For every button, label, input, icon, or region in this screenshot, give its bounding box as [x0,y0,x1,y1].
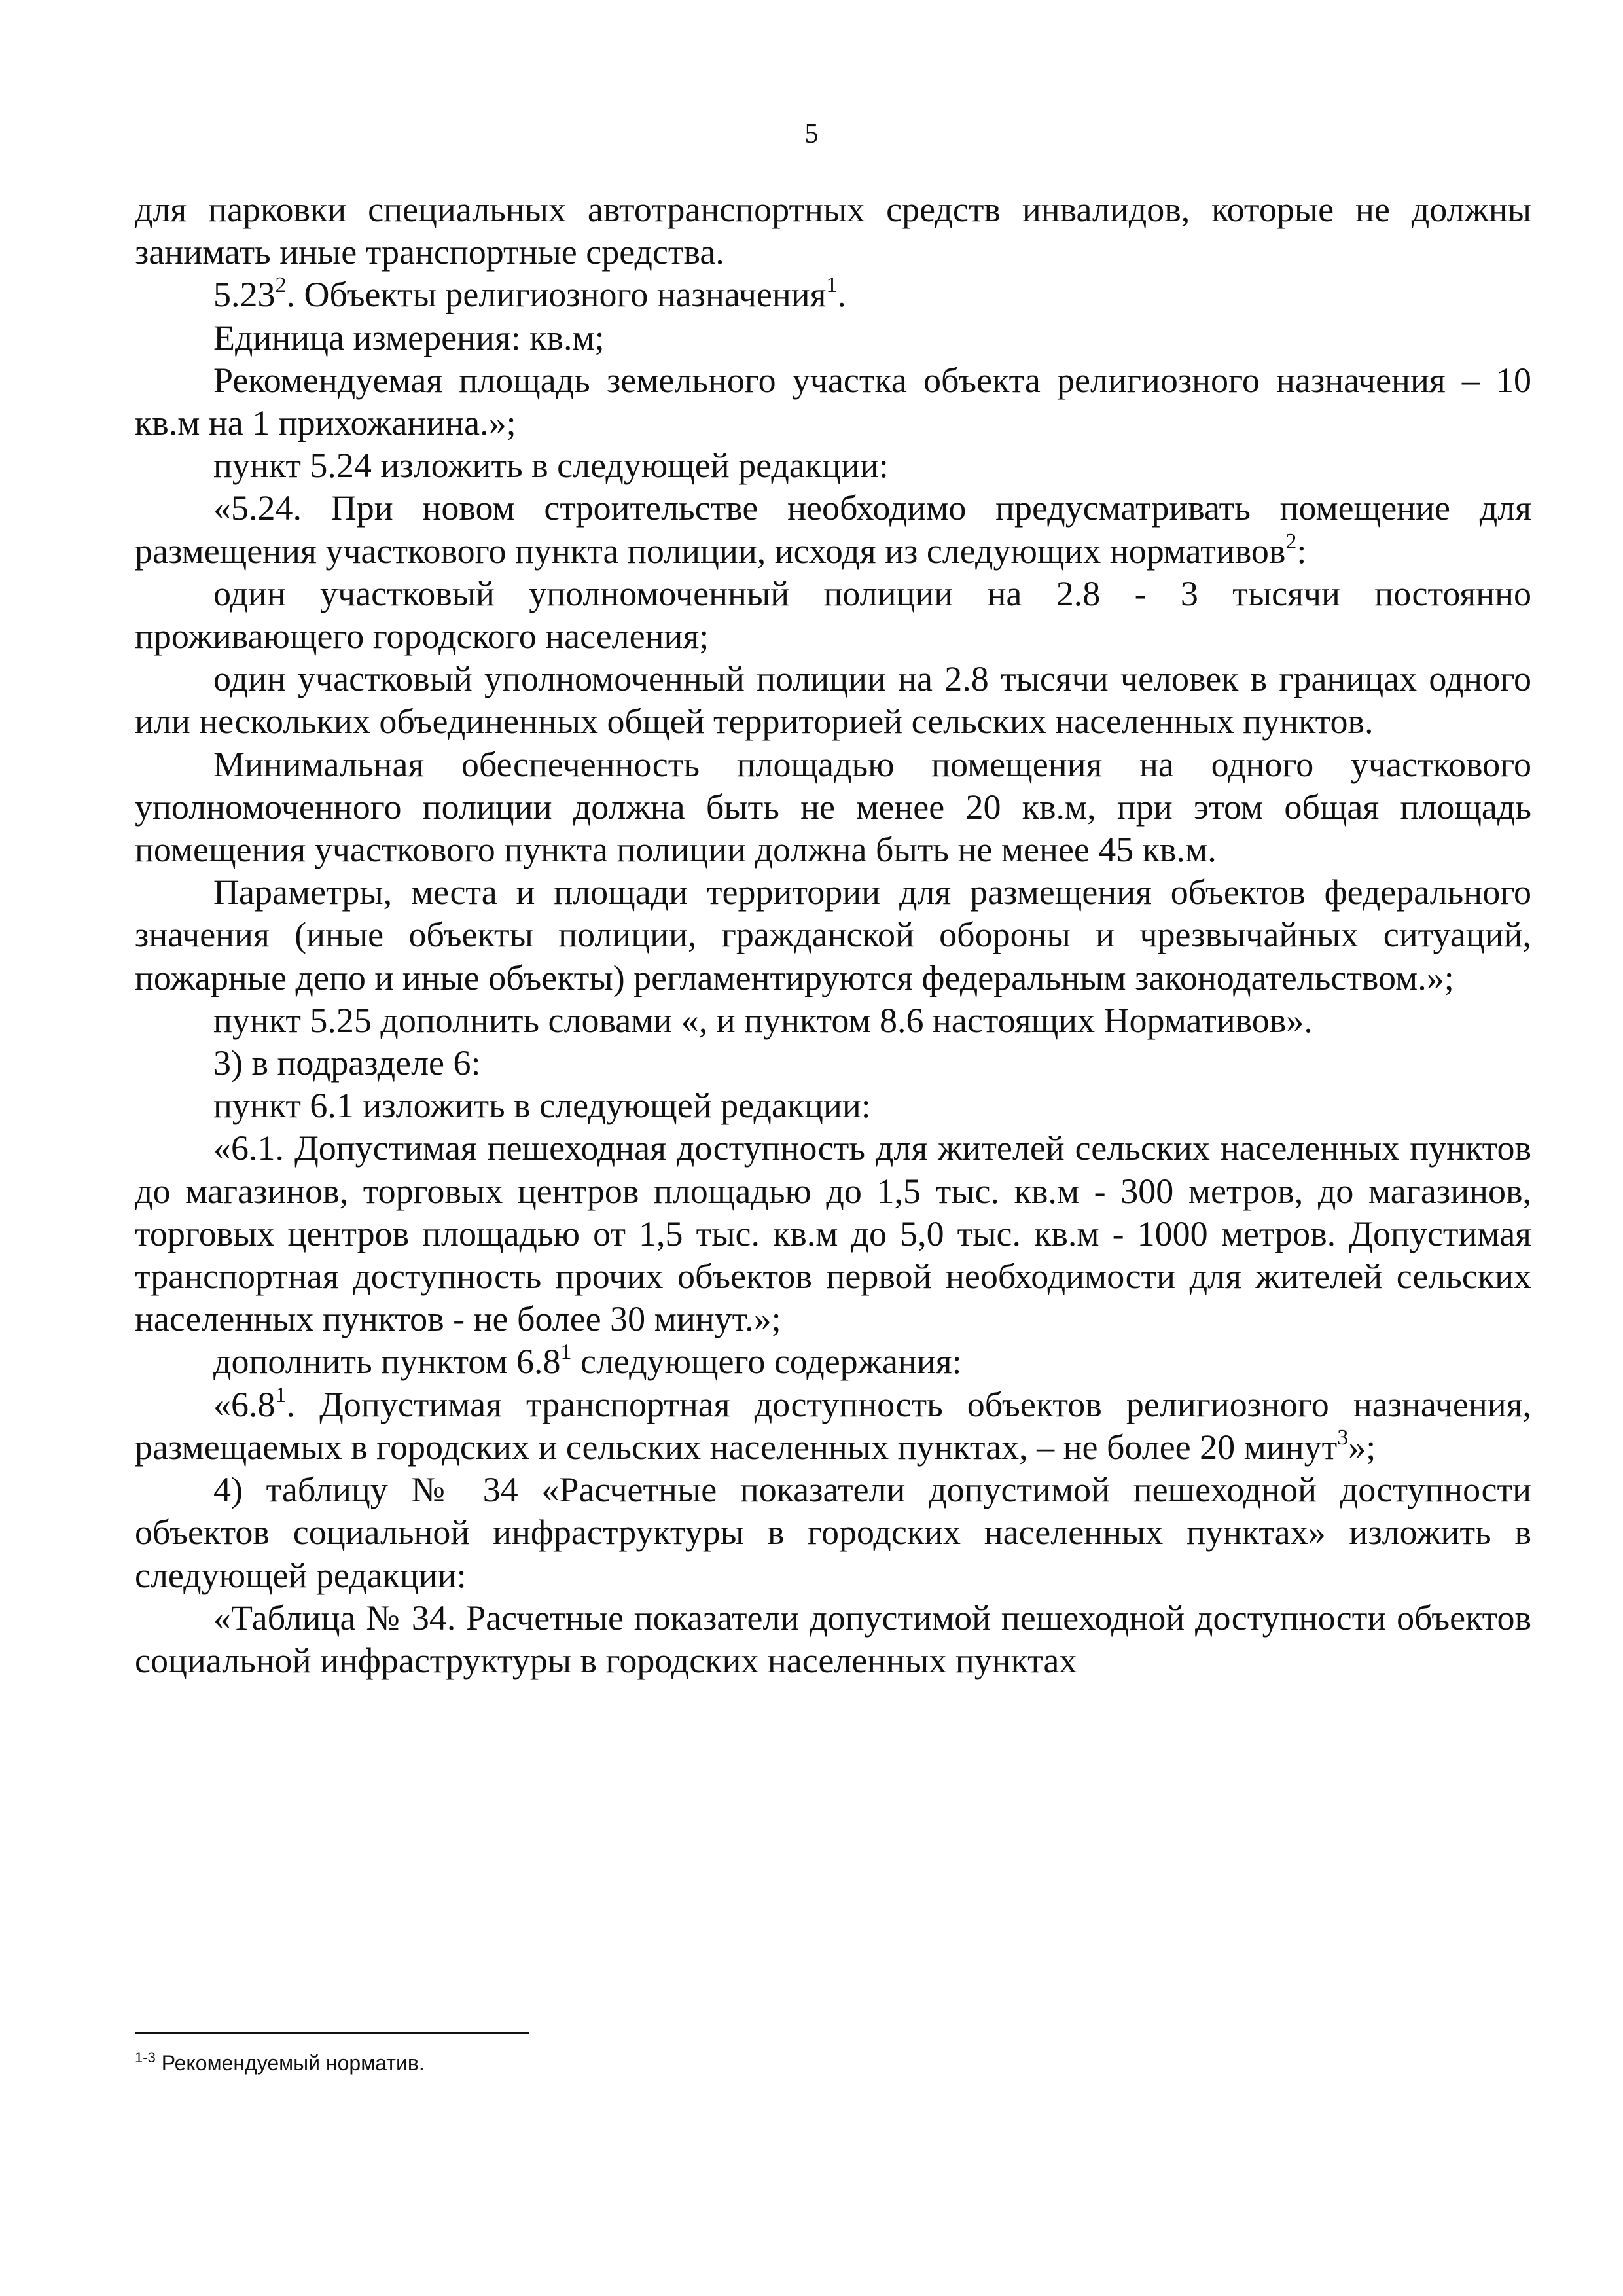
footnote-marker: 1-3 [135,2049,156,2066]
superscript: 1 [560,1340,572,1365]
paragraph: пункт 6.1 изложить в следующей редакции: [213,1086,871,1126]
paragraph: «Таблица № 34. Расчетные показатели допустимой пешеходной доступности объектов социальной инфраструктуры в городских населенных пунктах [135,1598,1531,1680]
paragraph: «$6.8^1$. Допустимая транспортная доступность объектов религиозного назначения, размещаемых в городских и сельских населенных пунктах, – не более 20 минут$^3$»; [135,1382,1531,1467]
paragraph: один участковый уполномоченный полиции на 2.8 тысячи человек в границах одного или нескольких объединенных общей территорией сельских населенных пунктов. [135,659,1531,742]
paragraph: для парковки специальных автотранспортных средств инвалидов, которые не должны занимать иные транспортные средства. [135,190,1531,272]
paragraph: пункт 5.25 дополнить словами «, и пунктом 8.6 настоящих Нормативов». [213,1000,1313,1040]
paragraph: Минимальная обеспеченность площадью помещения на одного участкового уполномоченного полиции должна быть не менее 20 кв.м, при этом общая площадь помещения участкового пункта полиции должна быть не менее 45 кв.м. [135,744,1531,870]
paragraph: «6.1. Допустимая пешеходная доступность для жителей сельских населенных пунктов до магазинов, торговых центров площадью до 1,5 тыс. кв.м - 300 метров, до магазинов, торговых центров площадью от 1,5 тыс. кв.м до 5,0 тыс. кв.м - 1000 метров. Допустимая транспортная доступность прочих объектов первой необходимости для жителей сельских населенных пунктов - не более 30 минут.»; [135,1128,1531,1339]
paragraph: 4) таблицу № 34 «Расчетные показатели допустимой пешеходной доступности объектов социальной инфраструктуры в городских населенных пунктах» изложить в следующей редакции: [135,1470,1531,1595]
footnote-text: Рекомендуемый норматив. [155,2051,425,2075]
paragraph: один участковый уполномоченный полиции на 2.8 - 3 тысячи постоянно проживающего городского населения; [135,573,1531,656]
paragraph: Единица измерения: кв.м; [213,317,605,357]
footnote [135,2050,425,2076]
superscript: 2 [275,273,287,298]
paragraph: 5.23$^2$. Объекты религиозного назначения$^1$. [213,273,846,315]
paragraph: Рекомендуемая площадь земельного участка объекта религиозного назначения – 10 кв.м на 1 прихожанина.»; [135,360,1531,443]
paragraph: 3) в подразделе 6: [213,1043,481,1083]
paragraph: «5.24. При новом строительстве необходимо предусматривать помещение для размещения участкового пункта полиции, исходя из следующих нормативов$^2$: [135,488,1531,571]
page-number: 5 [804,119,819,149]
paragraph: Параметры, места и площади территории для размещения объектов федерального значения (иные объекты полиции, гражданской обороны и чрезвычайных ситуаций, пожарные депо и иные объекты) регламентируются федеральным законодательством.»; [135,872,1531,997]
paragraph: пункт 5.24 изложить в следующей редакции: [213,446,889,486]
superscript: 1 [275,1382,287,1407]
footnote-ref: 3 [1337,1425,1349,1450]
footnote-ref: 2 [1285,529,1297,554]
document-body [135,188,1531,1682]
paragraph: дополнить пунктом $6.8^1$ следующего содержания: [213,1340,962,1382]
footnote-ref: 1 [826,273,838,298]
footnote-separator [135,2032,529,2034]
